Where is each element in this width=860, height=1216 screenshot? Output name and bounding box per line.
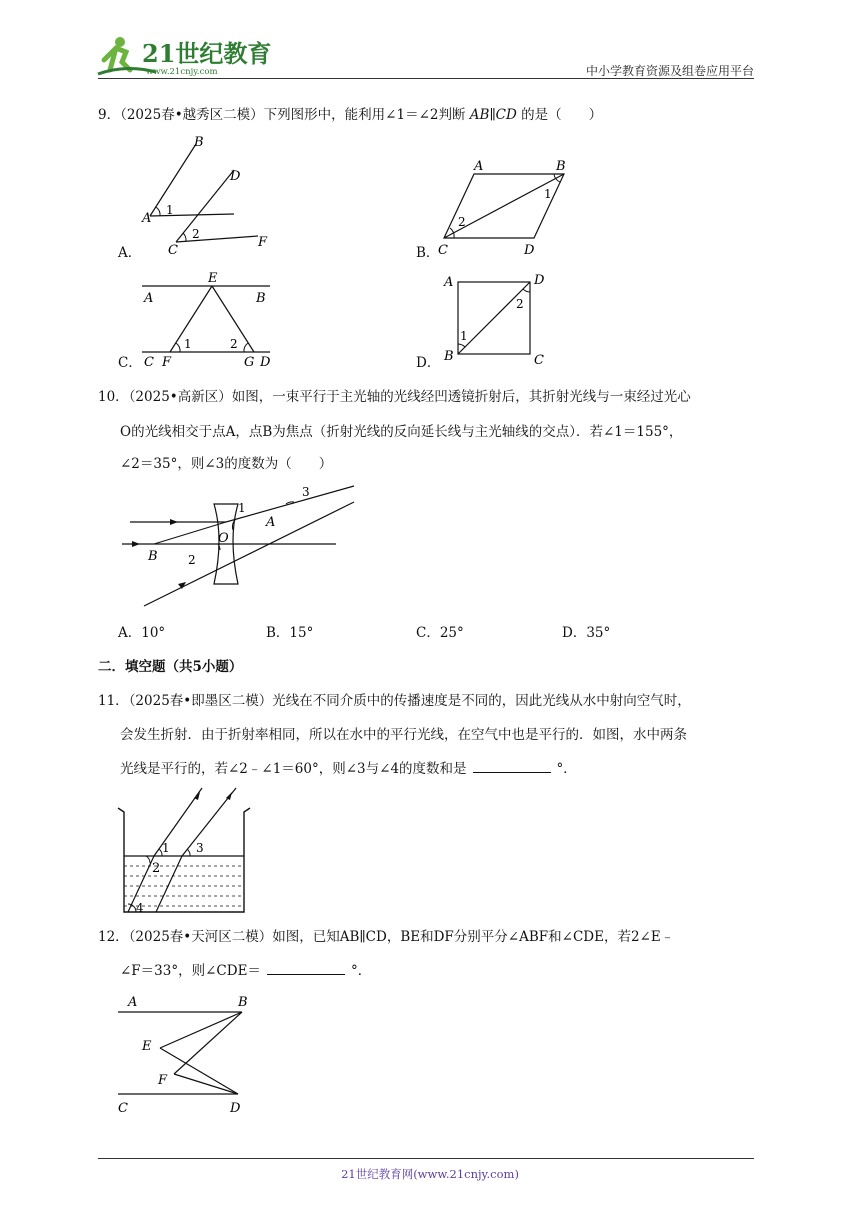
q12-line1 xyxy=(98,926,674,948)
svg-text:F: F xyxy=(158,1073,168,1088)
q10-line1 xyxy=(98,386,691,408)
svg-text:2: 2 xyxy=(230,337,238,351)
svg-text:1: 1 xyxy=(184,337,192,351)
svg-text:D: D xyxy=(534,273,545,288)
svg-text:2: 2 xyxy=(152,861,161,876)
svg-text:D: D xyxy=(260,355,271,370)
svg-text:G: G xyxy=(244,355,255,370)
svg-text:A: A xyxy=(142,211,152,226)
q12-line2 xyxy=(120,960,371,982)
svg-text:B: B xyxy=(256,291,266,306)
svg-text:3: 3 xyxy=(196,841,204,855)
q11-line3-text: 光线是平行的，若∠2﹣∠1＝60°，则∠3与∠4的度数和是 xyxy=(120,761,467,777)
q11-answer-blank[interactable] xyxy=(473,760,551,773)
svg-text:C: C xyxy=(438,243,448,258)
q11-number: 11． xyxy=(98,693,129,709)
svg-text:C: C xyxy=(144,355,154,370)
header-divider xyxy=(98,78,754,79)
svg-text:B: B xyxy=(444,349,454,364)
q9-option-d: D． xyxy=(416,355,441,371)
svg-text:F: F xyxy=(258,235,268,250)
svg-text:2: 2 xyxy=(458,215,466,229)
svg-text:D: D xyxy=(524,243,535,258)
q9-stem xyxy=(98,104,602,126)
svg-text:B: B xyxy=(556,159,566,174)
q10-line1-text: 如图，一束平行于主光轴的光线经凹透镜折射后，其折射光线与一束经过光心 xyxy=(231,389,691,405)
q11-line3-end: °． xyxy=(556,761,577,777)
q10-line2: O的光线相交于点A，点B为焦点（折射光线的反向延长线与主光轴线的交点）．若∠1＝155°， xyxy=(120,424,683,440)
svg-text:1: 1 xyxy=(460,329,468,343)
q10-option-d: D．35° xyxy=(562,625,611,641)
svg-text:C: C xyxy=(118,1101,128,1116)
svg-text:1: 1 xyxy=(162,841,170,855)
svg-text:D: D xyxy=(230,1101,241,1116)
q10-figure-lens xyxy=(118,478,368,616)
q9-option-a: A． xyxy=(118,245,142,261)
q12-number: 12． xyxy=(98,929,129,945)
q9-option-c: C． xyxy=(118,355,142,371)
q11-figure-beaker xyxy=(116,786,256,918)
logo-sub-text: www.21cnjy.com xyxy=(146,67,218,77)
q12-line1-text: 如图，已知AB∥CD，BE和DF分别平分∠ABF和∠CDE，若2∠E﹣ xyxy=(272,929,675,945)
svg-text:O: O xyxy=(218,531,229,546)
q9-figure-d xyxy=(436,268,556,372)
q9-figure-a xyxy=(138,134,278,258)
svg-text:D: D xyxy=(230,169,241,184)
q9-option-b: B． xyxy=(416,245,440,261)
svg-text:B: B xyxy=(148,549,158,564)
platform-name: 中小学教育资源及组卷应用平台 xyxy=(585,64,754,78)
logo-main-text: 21世纪教育 xyxy=(142,39,272,68)
q10-option-c: C．25° xyxy=(416,625,464,641)
q10-number: 10． xyxy=(98,389,129,405)
svg-text:E: E xyxy=(208,271,218,286)
footer-link[interactable]: 21世纪教育网(www.21cnjy.com) xyxy=(341,1167,519,1181)
svg-text:E: E xyxy=(142,1039,152,1054)
svg-text:C: C xyxy=(534,353,544,368)
q12-source: （2025春•天河区二模） xyxy=(128,929,273,945)
svg-text:2: 2 xyxy=(516,297,524,311)
svg-text:3: 3 xyxy=(302,485,310,499)
q9-figure-c xyxy=(138,270,278,370)
svg-text:1: 1 xyxy=(238,501,246,515)
q12-figure-zigzag xyxy=(114,990,264,1118)
section-title-fill-in: 二．填空题（共5小题） xyxy=(98,659,243,675)
svg-text:B: B xyxy=(194,135,204,150)
svg-text:2: 2 xyxy=(192,227,200,241)
q12-line2-end: °． xyxy=(350,963,372,979)
q11-line1 xyxy=(98,690,691,712)
q9-number: 9． xyxy=(98,107,121,123)
q9-text-b: AB∥CD xyxy=(469,107,517,123)
q10-line3: ∠2＝35°，则∠3的度数为（ ） xyxy=(120,456,333,472)
q11-line1-text: 光线在不同介质中的传播速度是不同的，因此光线从水中射向空气时， xyxy=(272,693,691,709)
logo xyxy=(96,34,272,78)
q12-line2-text: ∠F＝33°，则∠CDE＝ xyxy=(120,963,261,979)
svg-text:1: 1 xyxy=(544,187,552,201)
svg-text:A: A xyxy=(144,291,154,306)
q11-line2: 会发生折射．由于折射率相同，所以在水中的平行光线，在空气中也是平行的．如图，水中两条 xyxy=(120,727,687,743)
q9-source: （2025春•越秀区二模） xyxy=(120,107,264,123)
q9-text-c: 的是（ ） xyxy=(521,107,603,123)
svg-text:A: A xyxy=(128,995,138,1010)
q10-option-a: A．10° xyxy=(118,625,166,641)
svg-text:4: 4 xyxy=(136,901,144,915)
q10-source: （2025•高新区） xyxy=(128,389,232,405)
footer-divider xyxy=(98,1158,754,1159)
q9-figure-b xyxy=(436,156,576,260)
q12-answer-blank[interactable] xyxy=(267,962,345,975)
svg-text:1: 1 xyxy=(166,203,174,217)
q9-text-a: 下列图形中，能利用∠1＝∠2判断 xyxy=(263,107,466,123)
q10-option-b: B．15° xyxy=(266,625,314,641)
svg-text:F: F xyxy=(162,355,172,370)
svg-text:A: A xyxy=(266,515,276,530)
svg-text:2: 2 xyxy=(188,553,196,567)
svg-text:A: A xyxy=(474,159,484,174)
svg-text:B: B xyxy=(238,995,248,1010)
svg-text:C: C xyxy=(168,243,178,258)
q11-line3 xyxy=(120,758,577,780)
svg-text:A: A xyxy=(444,275,454,290)
q11-source: （2025春•即墨区二模） xyxy=(128,693,273,709)
